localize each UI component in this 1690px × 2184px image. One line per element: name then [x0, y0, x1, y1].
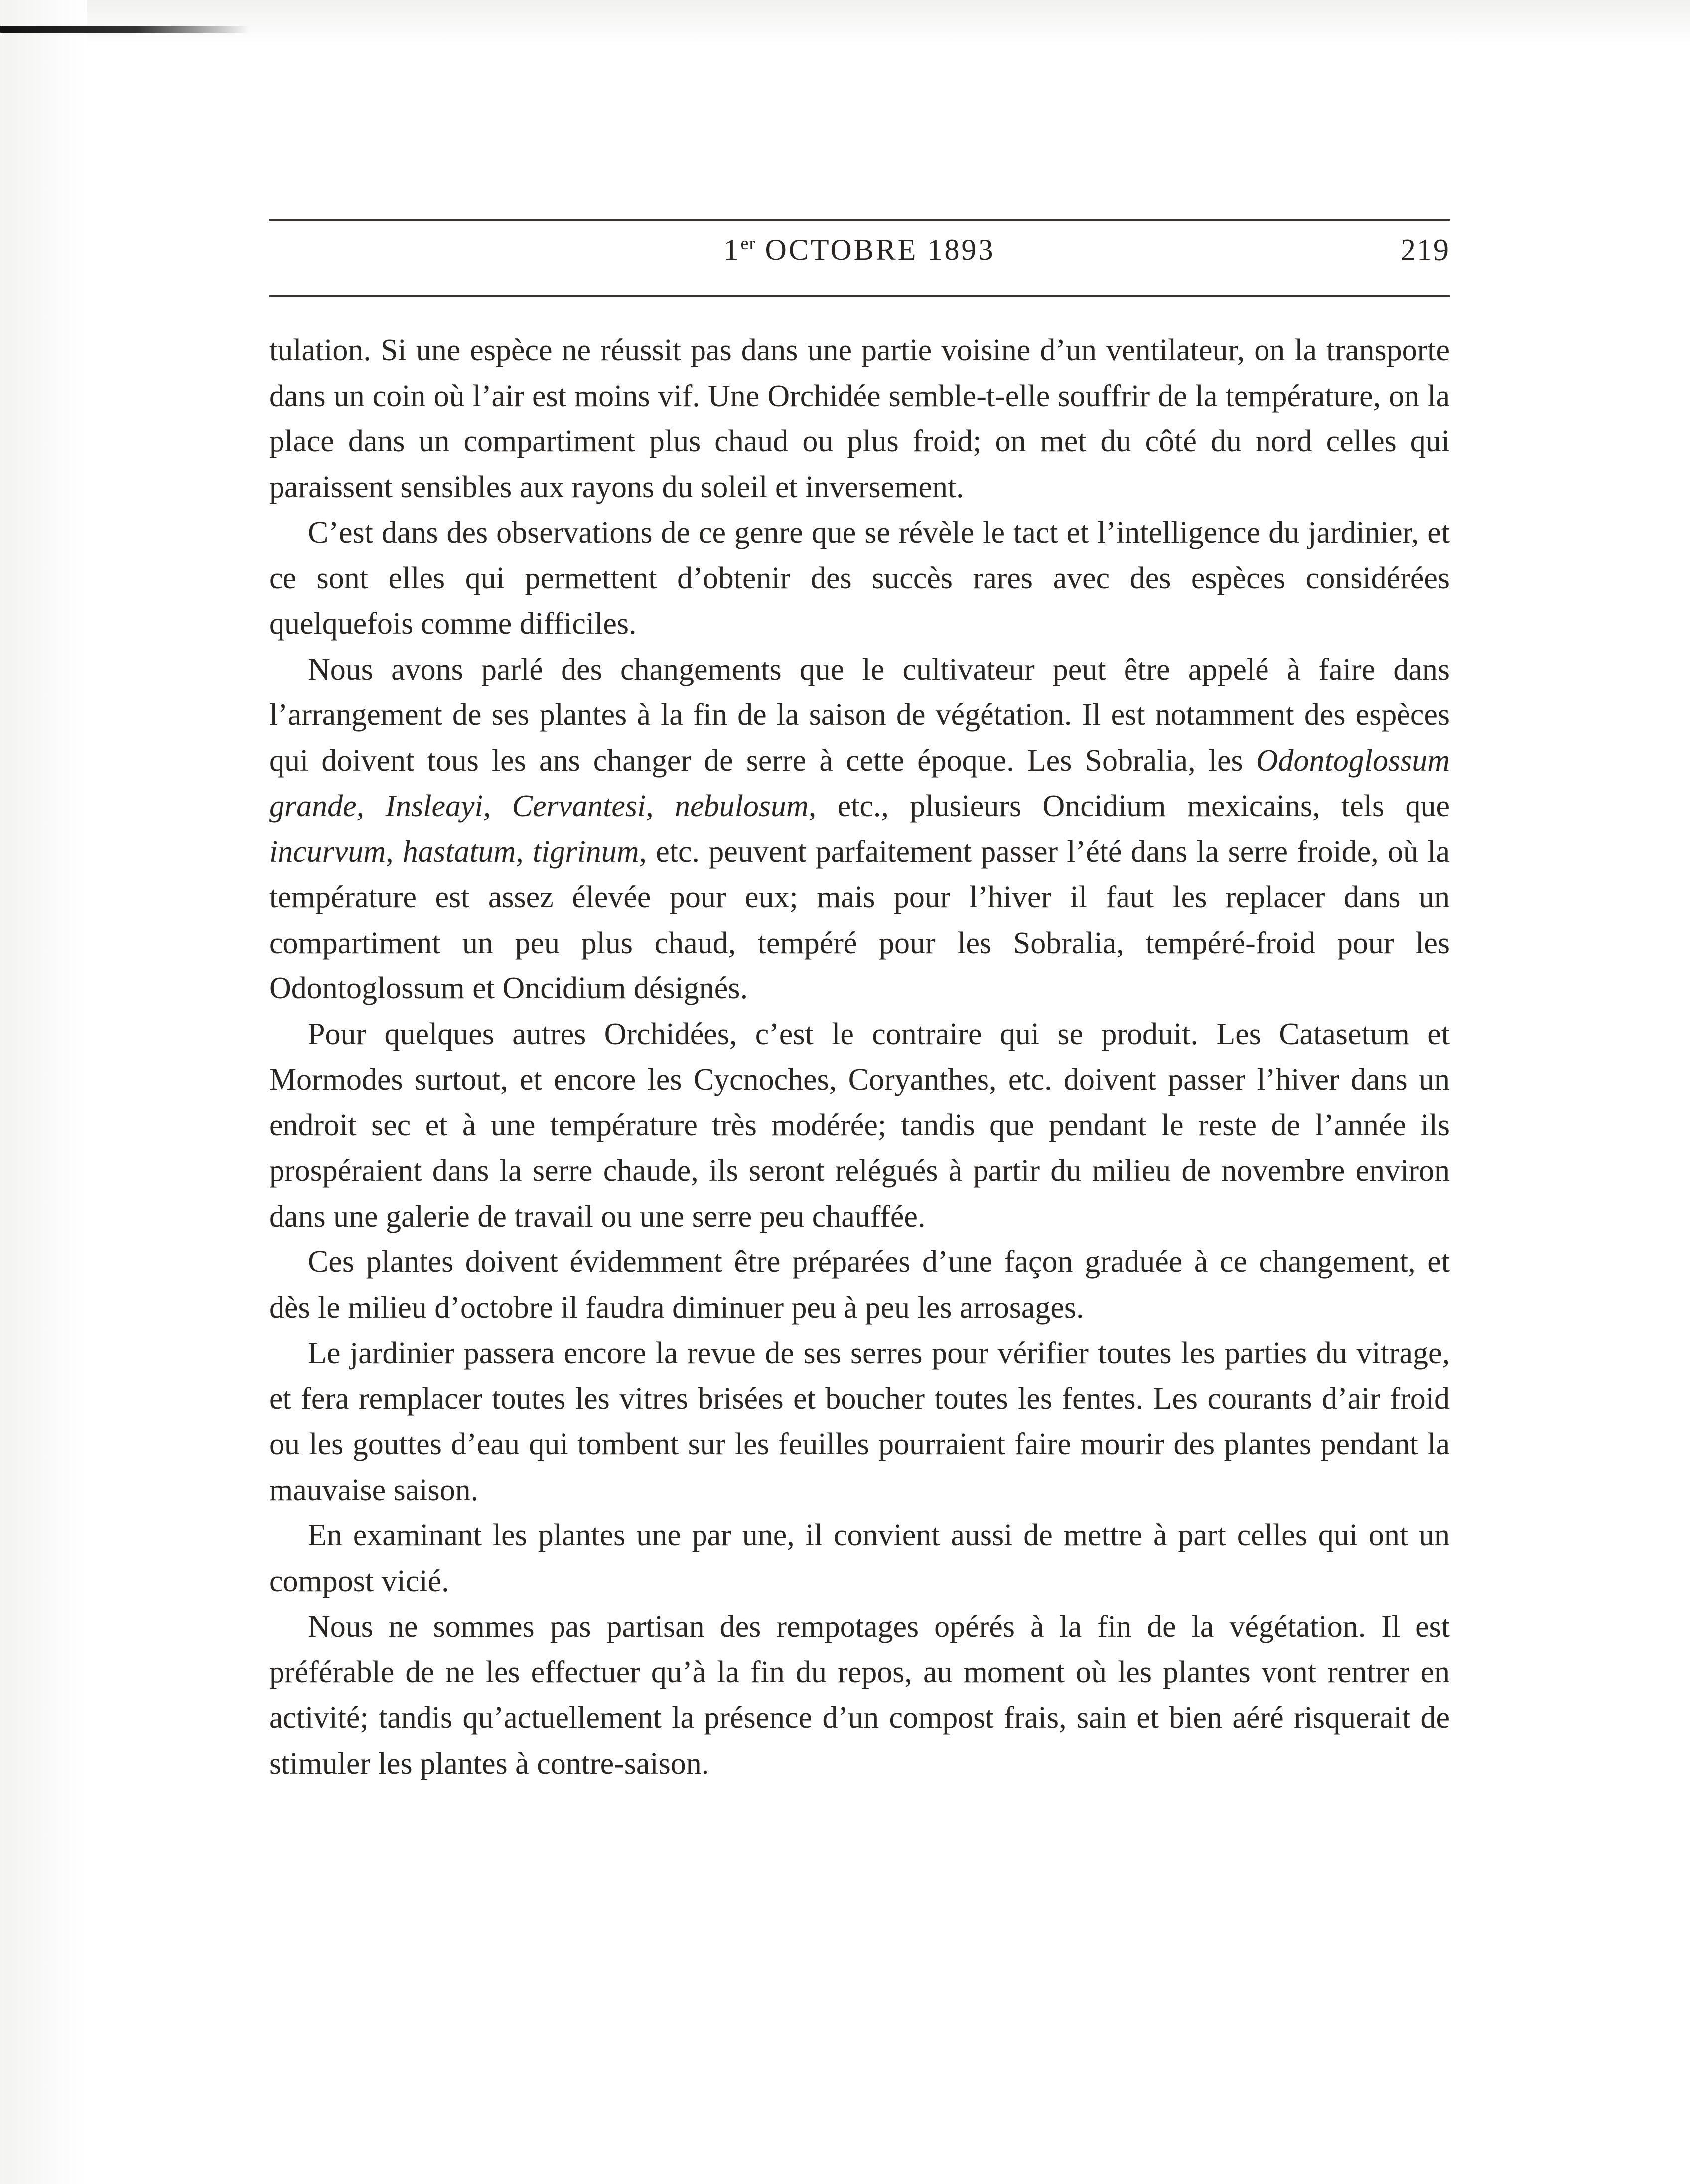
- paragraph-3-species-oncidium: incurvum, hastatum, tigrinum,: [269, 834, 647, 869]
- paragraph-1: tulation. Si une espèce ne réussit pas dans une partie voisine d’un ventilateur, on la transporte dans un coin où l’air est moins vif. Une Orchidée semble-t-elle souffrir de la température, on la place dans un compartiment plus chaud ou plus froid; on met du côté du nord celles qui paraissent sensibles aux rayons du soleil et inversement.: [269, 333, 1450, 504]
- running-head: [269, 221, 1450, 295]
- paragraph-8: Nous ne sommes pas partisan des rempotages opérés à la fin de la végétation. Il est préférable de ne les effectuer qu’à la fin du repos, au moment où les plantes vont rentrer en activité; tandis qu’actuellement la présence d’un compost frais, sain et bien aéré risquerait de stimuler les plantes à contre-saison.: [269, 1610, 1450, 1780]
- header-rule-bottom: [269, 295, 1450, 297]
- paragraph-3-part-3: etc. peuvent parfaitement passer l’été dans la serre froide, où la température est assez élevée pour eux; mais pour l’hiver il faut les replacer dans un compartiment un peu plus chaud, tempéré pour les Sobralia, tempéré-froid pour les Odontoglossum et Oncidium désignés.: [269, 834, 1450, 1005]
- paragraph-3-part-1: Nous avons parlé des changements que le cultivateur peut être appelé à faire dans l’arrangement de ses plantes à la fin de la saison de végétation. Il est notamment des espèces qui doivent tous les ans changer de serre à cette époque. Les Sobralia, les: [269, 652, 1450, 778]
- paragraph-7: En examinant les plantes une par une, il convient aussi de mettre à part celles qui ont un compost vicié.: [269, 1518, 1450, 1598]
- paragraph-4: Pour quelques autres Orchidées, c’est le contraire qui se produit. Les Catasetum et Mormodes surtout, et encore les Cycnoches, Coryanthes, etc. doivent passer l’hiver dans un endroit sec et à une température très modérée; tandis que pendant le reste de l’année ils prospéraient dans la serre chaude, ils seront relégués à partir du milieu de novembre environ dans une galerie de travail ou une serre peu chauffée.: [269, 1017, 1450, 1233]
- page-number: 219: [1401, 233, 1450, 267]
- scan-edge-top: [0, 0, 1690, 47]
- paragraph-2: C’est dans des observations de ce genre que se révèle le tact et l’intelligence du jardinier, et ce sont elles qui permettent d’obtenir des succès rares avec des espèces considérées quelquefois comme difficiles.: [269, 516, 1450, 641]
- scan-mark: [0, 26, 249, 33]
- scan-edge-left: [0, 0, 87, 2184]
- date-ordinal: er: [740, 233, 756, 253]
- date-month-year: OCTOBRE 1893: [755, 233, 995, 266]
- paragraph-6: Le jardinier passera encore la revue de ses serres pour vérifier toutes les parties du vitrage, et fera remplacer toutes les vitres brisées et boucher toutes les fentes. Les courants d’air froid ou les gouttes d’eau qui tombent sur les feuilles pourraient faire mourir des plantes pendant la mauvaise saison.: [269, 1336, 1450, 1507]
- date-day: 1: [723, 233, 741, 266]
- page: [269, 219, 1450, 1786]
- paragraph-5: Ces plantes doivent évidemment être préparées d’une façon graduée à ce changement, et dès le milieu d’octobre il faudra diminuer peu à peu les arrosages.: [269, 1245, 1450, 1325]
- paragraph-3: [269, 647, 1450, 1012]
- paragraph-3-species-odontoglossum: Odontoglossum grande, Insleayi, Cervantesi, nebulosum,: [269, 743, 1450, 823]
- paragraph-3-part-2: etc., plusieurs Oncidium mexicains, tels que: [816, 789, 1450, 823]
- running-head-date: [269, 233, 1450, 267]
- body-text: [269, 328, 1450, 1786]
